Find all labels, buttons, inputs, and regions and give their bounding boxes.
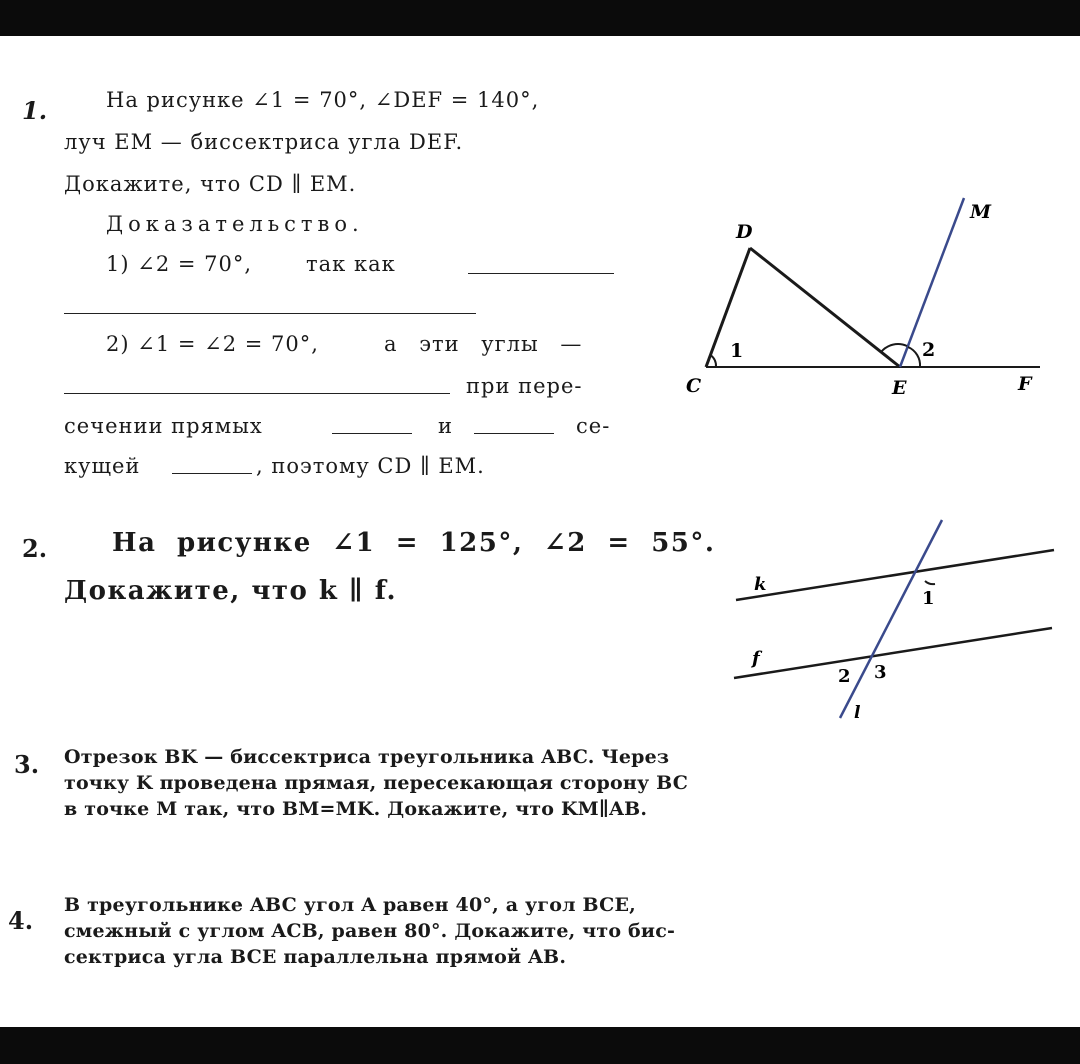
p4-line-2: смежный с углом ACB, равен 80°. Докажите, что бис- [64,920,676,942]
label-angle-2: 2 [838,666,851,687]
angle-1-arc [925,581,935,584]
p4-line-1: В треугольнике ABC угол A равен 40°, а угол BCE, [64,894,636,916]
problem-1-number: 1. [22,96,48,125]
p1-proof-heading: Доказательство. [106,212,364,236]
p1-line-9b: , поэтому CD ∥ EM. [256,454,485,478]
p1-line-8c: се- [576,414,611,438]
p2-line-1: На рисунке ∠1 = 125°, ∠2 = 55°. [112,528,716,558]
top-black-bar [0,0,1080,36]
line-k [736,550,1054,600]
figure-1-triangle-diagram [680,180,1040,420]
p1-line-3: Докажите, что CD ∥ EM. [64,172,357,196]
p1-line-8a: сечении прямых [64,414,263,438]
p1-line-1: На рисунке ∠1 = 70°, ∠DEF = 140°, [106,88,540,112]
p1-line-7: при пере- [466,374,583,398]
p3-line-1: Отрезок BK — биссектриса треугольника ABC. Через [64,746,670,768]
label-l: l [854,703,861,723]
problem-3-number: 3. [14,750,40,779]
label-angle-1: 1 [730,340,744,362]
problem-4-number: 4. [8,906,34,935]
answer-blank-2 [64,312,476,314]
label-c: C [686,375,702,397]
p2-line-2: Докажите, что k ∥ f. [64,576,398,606]
label-e: E [892,377,907,399]
label-angle-3: 3 [874,662,887,683]
p1-line-5a: 1) ∠2 = 70°, [106,252,253,276]
angle-def-arc [881,344,907,352]
label-f: f [752,648,760,669]
segment-de [750,248,900,367]
label-f: F [1018,373,1032,395]
bottom-black-bar [0,1027,1080,1064]
p1-line-6b: а эти углы — [384,332,583,356]
p1-line-5b: так как [306,252,396,276]
angle-1-arc [711,355,717,367]
label-k: k [754,574,767,595]
p3-line-3: в точке M так, что BM=MK. Докажите, что KM∥AB. [64,798,648,820]
problem-2-number: 2. [22,534,48,563]
label-d: D [736,221,753,243]
transversal-l [840,520,942,718]
p4-line-3: сектриса угла BCE параллельна прямой AB. [64,946,567,968]
label-angle-2: 2 [922,339,936,361]
segment-cd [706,248,750,367]
answer-blank-6 [172,472,252,474]
p1-line-8b: и [438,414,453,438]
label-m: M [970,201,992,223]
answer-blank-4 [332,432,412,434]
answer-blank-5 [474,432,554,434]
p1-line-9a: кущей [64,454,141,478]
label-angle-1: 1 [922,588,935,609]
p1-line-2: луч EM — биссектриса угла DEF. [64,130,464,154]
p3-line-2: точку K проведена прямая, пересекающая сторону BC [64,772,689,794]
figure-2-parallel-lines-diagram [730,514,1060,724]
answer-blank-1 [468,272,614,274]
answer-blank-3 [64,392,450,394]
line-f [734,628,1052,678]
p1-line-6a: 2) ∠1 = ∠2 = 70°, [106,332,319,356]
angle-2-arc [908,347,920,367]
